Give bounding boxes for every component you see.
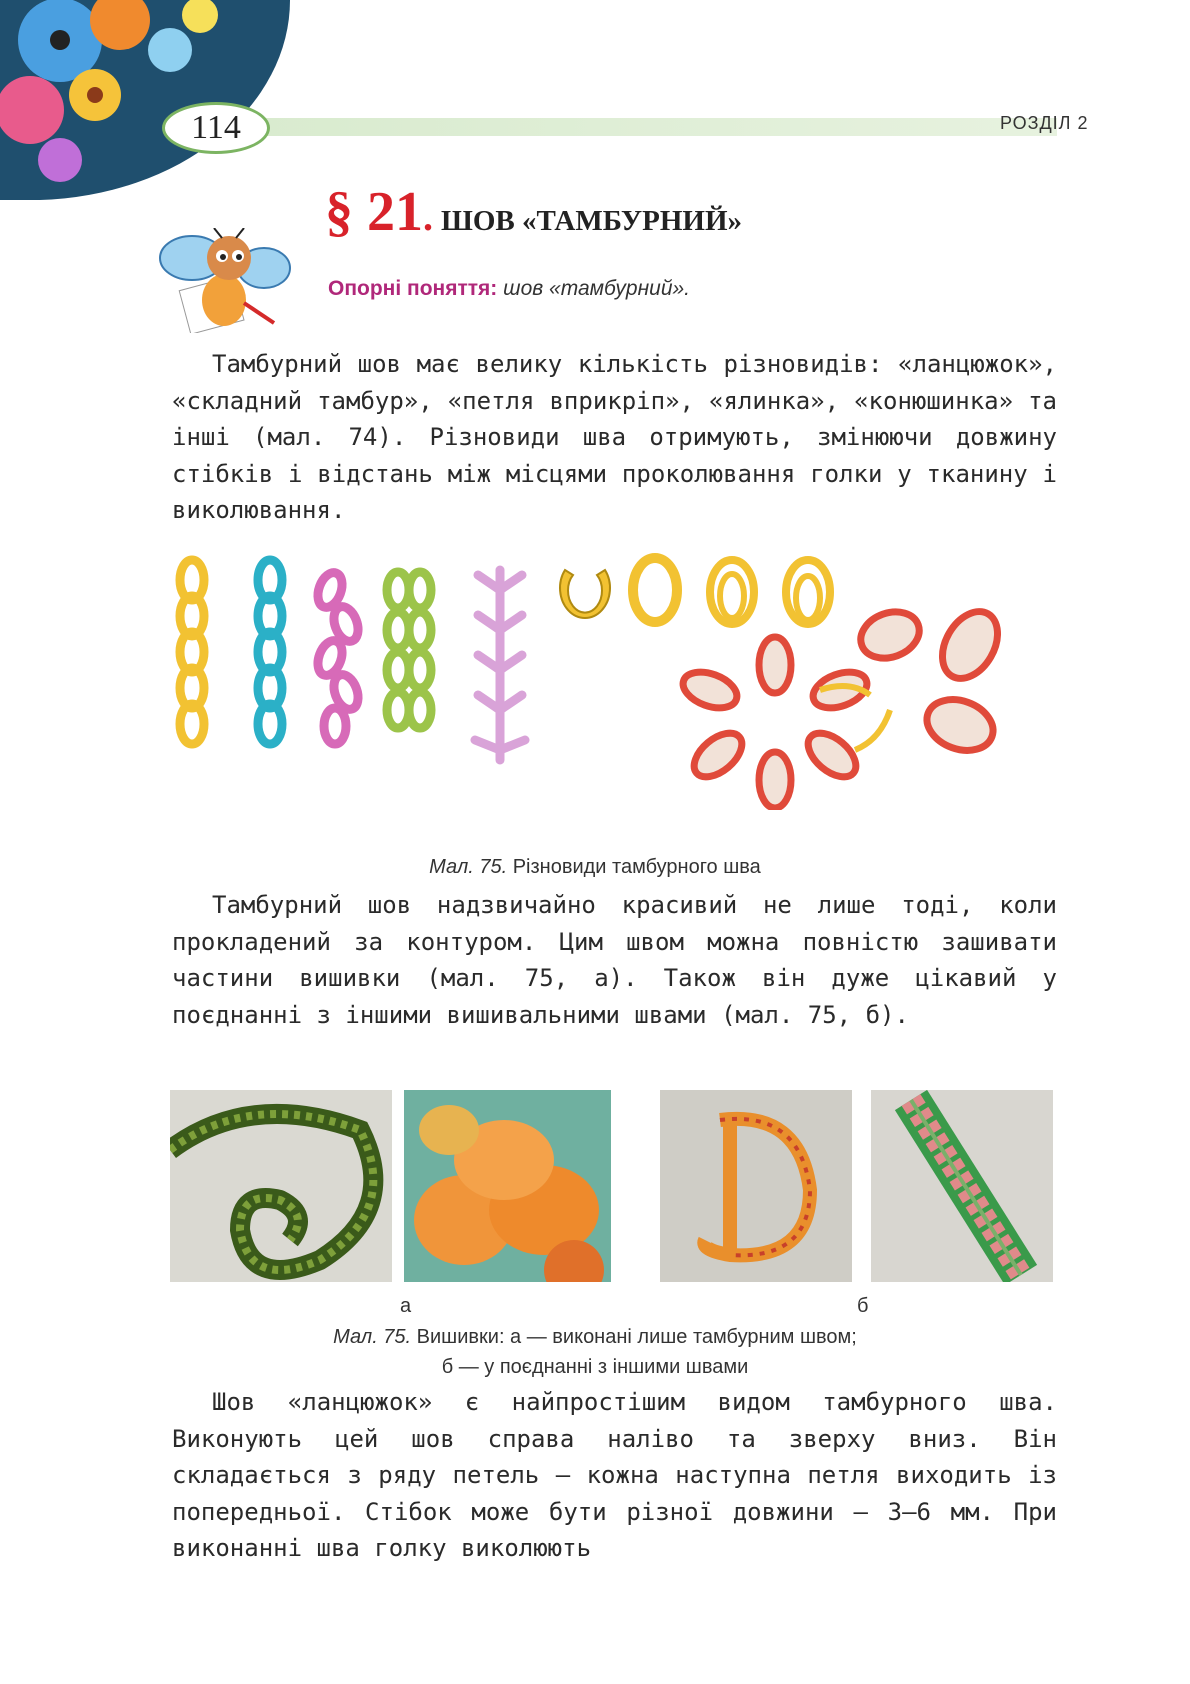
chain-pink xyxy=(314,569,363,744)
paragraph-3-text: Шов «ланцюжок» є найпростішим видом тамбурного шва. Виконують цей шов справа наліво та зверху вниз. Він складається з ряду петель — кожна наступна петля виходить із попередньої. Стібок може бути різної довжини — 3—6 мм. При виконанні шва голку виколюють xyxy=(172,1388,1057,1563)
decorative-flower-corner xyxy=(0,0,290,200)
figure-1-caption-ref: Мал. 75. xyxy=(429,856,508,878)
key-concepts xyxy=(328,277,690,301)
photo-green-spiral-embroidery xyxy=(170,1090,392,1282)
photo-band-embroidery xyxy=(871,1090,1053,1282)
paragraph-3 xyxy=(172,1384,1057,1567)
flower-red-1 xyxy=(678,637,872,808)
chain-teal xyxy=(258,560,282,744)
paragraph-1-text: Тамбурний шов має велику кількість різновидів: «ланцюжок», «складний тамбур», «петля вприкріп», «ялинка», «конюшинка» та інші (мал. 74). Різновиди шва отримують, змінюючи довжину стібків і відстань між місцями проколювання голки у тканину і виколювання. xyxy=(172,350,1057,525)
section-label: РОЗДІЛ 2 xyxy=(1000,113,1089,133)
figure-2-caption-line2: б — у поєднанні з іншими швами xyxy=(441,1356,749,1378)
paragraph-2-text: Тамбурний шов надзвичайно красивий не лише тоді, коли прокладений за контуром. Цим швом можна повністю зашивати частини вишивки (мал. 75, а). Також він дуже цікавий у поєднанні з іншими вишивальними швами (мал. 75, б). xyxy=(172,891,1057,1029)
header-bar xyxy=(262,118,1057,136)
figure-2-caption xyxy=(0,1322,1190,1382)
figure-1-caption xyxy=(0,856,1190,879)
title-text: ШОВ «ТАМБУРНИЙ» xyxy=(441,205,743,237)
figure-2-caption-ref: Мал. 75. xyxy=(333,1326,412,1348)
photo-orange-flower-embroidery xyxy=(404,1090,611,1282)
page-title xyxy=(325,180,742,244)
page-number: 114 xyxy=(162,102,270,154)
key-concepts-value: шов «тамбурний». xyxy=(503,277,691,300)
chain-yellow xyxy=(180,560,204,744)
figure-2-caption-line1: Вишивки: а — виконані лише тамбурним швом; xyxy=(411,1326,857,1348)
chain-lilac xyxy=(475,570,525,760)
key-concepts-label: Опорні поняття: xyxy=(328,277,498,300)
title-number: § 21 xyxy=(325,181,423,243)
photo-label-a: а xyxy=(400,1295,412,1317)
photo-label-b: б xyxy=(857,1295,869,1317)
stitch-varieties-illustration xyxy=(170,550,1050,810)
chain-green xyxy=(387,572,431,728)
paragraph-1 xyxy=(172,346,1057,529)
title-dot: . xyxy=(423,194,433,239)
loops-yellow xyxy=(560,558,830,624)
bee-illustration xyxy=(154,228,294,333)
figure-1-caption-text: Різновиди тамбурного шва xyxy=(507,856,761,878)
photo-letter-d-embroidery xyxy=(660,1090,852,1282)
paragraph-2 xyxy=(172,887,1057,1033)
